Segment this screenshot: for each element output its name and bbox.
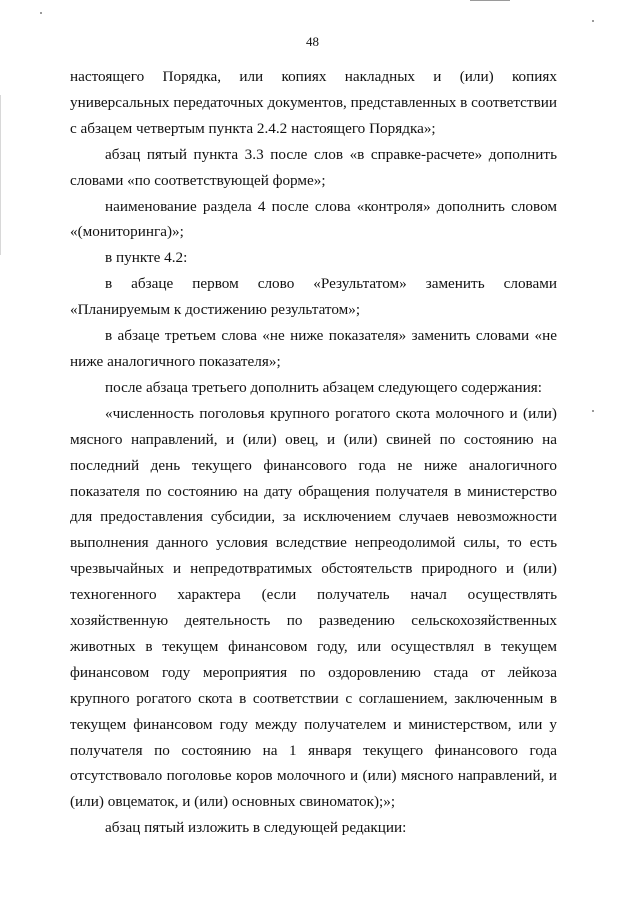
paragraph-add-abzats: после абзаца третьего дополнить абзацем следующего содержания: xyxy=(105,378,542,396)
document-body xyxy=(70,64,557,841)
scan-speck xyxy=(40,12,42,14)
paragraph-amend-3-3: абзац пятый пункта 3.3 после слов «в справке-расчете» дополнить словами «по соответствующей форме»; xyxy=(70,145,557,189)
paragraph-livestock-condition: «численность поголовья крупного рогатого скота молочного и (или) мясного направлений, и (или) овец, и (или) свиней по состоянию на последний день текущего финансового года не ниже аналогичного показателя по состоянию на дату обращения получателя в министерство для предоставления субсидии, за исключением случаев невозможности выполнения данного условия вследствие непреодолимой силы, то есть чрезвычайных и непредотвратимых обстоятельств природного и (или) техногенного характера (если получатель начал осуществлять хозяйственную деятельность по разведению сельскохозяйственных животных в текущем финансовом году, или осуществлял в текущем финансовом году мероприятия по оздоровлению стада от лейкоза крупного рогатого скота в соответствии с соглашением, заключенным в текущем финансовом году между получателем и министерством, или у получателя по состоянию на 1 января текущего финансового года отсутствовало поголовье коров молочного и (или) мясного направлений, и (или) овцематок, и (или) основных свиноматок);»; xyxy=(70,404,557,811)
scan-speck xyxy=(592,20,594,22)
paragraph-section-4-title: наименование раздела 4 после слова «контроля» дополнить словом «(мониторинга)»; xyxy=(70,197,557,241)
paragraph-first-abzats: в абзаце первом слово «Результатом» заменить словами «Планируемым к достижению результатом»; xyxy=(70,275,557,319)
paragraph-third-abzats: в абзаце третьем слова «не ниже показателя» заменить словами «не ниже аналогичного показателя»; xyxy=(70,327,557,370)
scan-speck xyxy=(592,410,594,412)
paragraph-item-4-2: в пункте 4.2: xyxy=(105,249,188,267)
page-number: 48 xyxy=(306,34,319,49)
scan-margin-line xyxy=(0,95,1,255)
scan-edge-mark xyxy=(470,0,510,1)
paragraph-fifth-abzats: абзац пятый изложить в следующей редакции: xyxy=(105,819,407,837)
paragraph-continuation: настоящего Порядка, или копиях накладных и (или) копиях универсальных передаточных документов, представленных в соответствии с абзацем четвертым пункта 2.4.2 настоящего Порядка»; xyxy=(70,68,557,137)
